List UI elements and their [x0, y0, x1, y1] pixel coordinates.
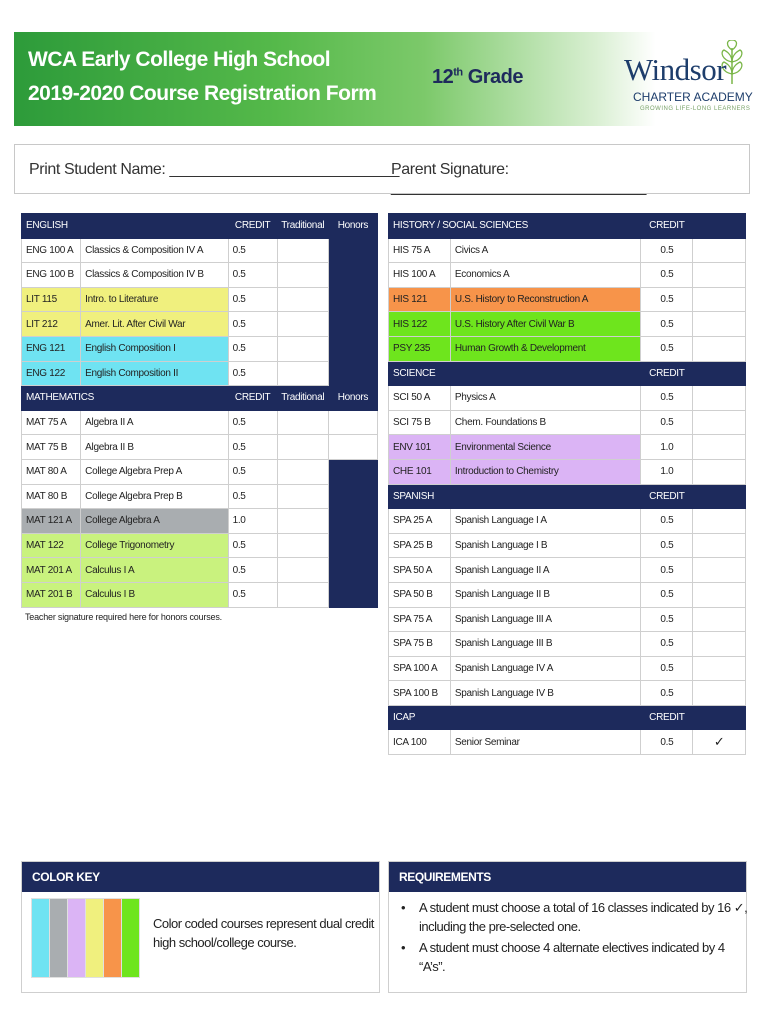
table-row — [389, 607, 746, 632]
course-code: ENG 122 — [22, 361, 81, 386]
course-credit: 0.5 — [228, 238, 277, 263]
color-key-title: COLOR KEY — [22, 862, 379, 892]
course-credit: 0.5 — [228, 336, 277, 361]
traditional-cell[interactable] — [277, 336, 328, 361]
table-row — [389, 681, 746, 706]
color-key-text: Color coded courses represent dual credit high school/college course. — [153, 916, 374, 950]
course-name: College Algebra A — [81, 509, 228, 534]
course-name: College Algebra Prep A — [81, 459, 228, 484]
math-header-row — [22, 386, 378, 411]
course-code: SCI 75 B — [389, 410, 451, 435]
course-credit: 0.5 — [228, 558, 277, 583]
course-name: Classics & Composition IV B — [81, 263, 228, 288]
select-cell[interactable] — [693, 607, 746, 632]
color-swatch-orange — [103, 898, 122, 978]
select-cell[interactable] — [693, 287, 746, 312]
course-code: MAT 201 A — [22, 558, 81, 583]
course-credit: 0.5 — [641, 263, 693, 288]
course-code: SPA 75 B — [389, 632, 451, 657]
course-code: MAT 80 A — [22, 459, 81, 484]
select-cell[interactable] — [693, 509, 746, 534]
course-credit: 0.5 — [228, 410, 277, 435]
course-code: HIS 100 A — [389, 263, 451, 288]
select-cell[interactable] — [693, 312, 746, 337]
traditional-cell[interactable] — [277, 533, 328, 558]
course-credit: 0.5 — [228, 361, 277, 386]
course-name: Senior Seminar — [450, 730, 641, 755]
course-name: Spanish Language III A — [450, 607, 641, 632]
course-code: MAT 75 B — [22, 435, 81, 460]
course-credit: 0.5 — [228, 312, 277, 337]
course-credit: 0.5 — [641, 312, 693, 337]
honors-cell[interactable] — [328, 435, 377, 460]
select-cell[interactable] — [693, 410, 746, 435]
logo-wordmark: Windsor — [624, 52, 727, 87]
course-name: Introduction to Chemistry — [450, 459, 641, 484]
course-credit: 0.5 — [641, 632, 693, 657]
honors-cell[interactable] — [328, 238, 377, 263]
course-credit: 0.5 — [641, 533, 693, 558]
science-header: SCIENCE — [389, 361, 641, 386]
course-name: Algebra II B — [81, 435, 228, 460]
table-row — [389, 656, 746, 681]
credit-header: CREDIT — [228, 214, 277, 239]
course-credit: 0.5 — [641, 582, 693, 607]
honors-cell[interactable] — [328, 410, 377, 435]
traditional-cell[interactable] — [277, 287, 328, 312]
select-cell[interactable] — [693, 533, 746, 558]
credit-header: CREDIT — [641, 214, 693, 239]
honors-cell[interactable] — [328, 558, 377, 583]
course-credit: 0.5 — [641, 681, 693, 706]
table-row — [22, 336, 378, 361]
history-header: HISTORY / SOCIAL SCIENCES — [389, 214, 641, 239]
course-credit: 0.5 — [641, 287, 693, 312]
traditional-cell[interactable] — [277, 558, 328, 583]
honors-note: Teacher signature required here for honors courses. — [25, 612, 222, 622]
honors-header: Honors — [328, 214, 377, 239]
table-row — [389, 336, 746, 361]
course-code: MAT 201 B — [22, 582, 81, 607]
table-row — [389, 312, 746, 337]
history-header-row — [389, 214, 746, 239]
select-cell[interactable] — [693, 656, 746, 681]
course-code: ENG 100 A — [22, 238, 81, 263]
select-cell[interactable] — [693, 263, 746, 288]
traditional-header: Traditional — [277, 386, 328, 411]
select-cell[interactable] — [693, 681, 746, 706]
course-code: ENG 121 — [22, 336, 81, 361]
course-code: CHE 101 — [389, 459, 451, 484]
course-credit: 0.5 — [641, 238, 693, 263]
credit-header: CREDIT — [641, 705, 693, 730]
table-row — [22, 287, 378, 312]
select-cell[interactable] — [693, 435, 746, 460]
course-credit: 0.5 — [641, 410, 693, 435]
course-credit: 0.5 — [641, 558, 693, 583]
course-name: Chem. Foundations B — [450, 410, 641, 435]
color-key-box — [21, 861, 380, 993]
course-credit: 1.0 — [641, 435, 693, 460]
course-code: SPA 100 B — [389, 681, 451, 706]
course-code: SPA 50 A — [389, 558, 451, 583]
table-row — [22, 263, 378, 288]
traditional-cell[interactable] — [277, 238, 328, 263]
table-row — [389, 435, 746, 460]
course-name: English Composition I — [81, 336, 228, 361]
grade-label: 12th Grade — [432, 66, 524, 88]
course-credit: 0.5 — [228, 263, 277, 288]
honors-cell[interactable] — [328, 582, 377, 607]
checkmark-icon[interactable]: ✓ — [693, 730, 746, 755]
right-course-table — [388, 213, 746, 755]
table-row — [22, 533, 378, 558]
course-code: MAT 75 A — [22, 410, 81, 435]
course-credit: 0.5 — [228, 435, 277, 460]
course-name: Spanish Language III B — [450, 632, 641, 657]
table-row — [22, 238, 378, 263]
course-code: ICA 100 — [389, 730, 451, 755]
traditional-cell[interactable] — [277, 312, 328, 337]
table-row — [22, 558, 378, 583]
traditional-header: Traditional — [277, 214, 328, 239]
course-name: Human Growth & Development — [450, 336, 641, 361]
student-name-field[interactable]: Print Student Name: ___________________________ — [29, 161, 399, 178]
english-header: ENGLISH — [22, 214, 229, 239]
select-cell[interactable] — [693, 582, 746, 607]
table-row — [22, 312, 378, 337]
honors-cell[interactable] — [328, 533, 377, 558]
traditional-cell[interactable] — [277, 410, 328, 435]
color-swatch-cyan — [31, 898, 50, 978]
course-name: Spanish Language II A — [450, 558, 641, 583]
logo-tagline: GROWING LIFE-LONG LEARNERS — [640, 106, 751, 112]
course-code: SPA 75 A — [389, 607, 451, 632]
credit-header: CREDIT — [641, 361, 693, 386]
select-header — [693, 361, 746, 386]
course-name: U.S. History After Civil War B — [450, 312, 641, 337]
table-row — [389, 632, 746, 657]
course-code: MAT 121 A — [22, 509, 81, 534]
requirements-box — [388, 861, 747, 993]
course-name: Amer. Lit. After Civil War — [81, 312, 228, 337]
select-header — [693, 484, 746, 509]
traditional-cell[interactable] — [277, 484, 328, 509]
table-row — [22, 459, 378, 484]
course-credit: 0.5 — [641, 607, 693, 632]
course-credit: 0.5 — [641, 336, 693, 361]
course-name: Spanish Language I B — [450, 533, 641, 558]
course-name: College Algebra Prep B — [81, 484, 228, 509]
table-row — [389, 263, 746, 288]
table-row — [389, 459, 746, 484]
left-course-table — [21, 213, 378, 608]
course-credit: 0.5 — [228, 533, 277, 558]
course-code: PSY 235 — [389, 336, 451, 361]
course-credit: 0.5 — [228, 582, 277, 607]
select-cell[interactable] — [693, 238, 746, 263]
honors-cell[interactable] — [328, 484, 377, 509]
color-swatch-yellow — [85, 898, 104, 978]
icap-header: ICAP — [389, 705, 641, 730]
table-row — [389, 533, 746, 558]
honors-cell[interactable] — [328, 361, 377, 386]
course-name: English Composition II — [81, 361, 228, 386]
traditional-cell[interactable] — [277, 361, 328, 386]
honors-cell[interactable] — [328, 459, 377, 484]
course-name: Calculus I A — [81, 558, 228, 583]
color-swatch-lavender — [67, 898, 86, 978]
course-code: SPA 25 A — [389, 509, 451, 534]
course-credit: 1.0 — [228, 509, 277, 534]
math-header: MATHEMATICS — [22, 386, 229, 411]
select-cell[interactable] — [693, 558, 746, 583]
course-credit: 0.5 — [228, 484, 277, 509]
icap-header-row — [389, 705, 746, 730]
honors-cell[interactable] — [328, 287, 377, 312]
course-name: Algebra II A — [81, 410, 228, 435]
parent-signature-field[interactable]: Parent Signature: ______________________________ — [391, 161, 646, 196]
table-row — [389, 730, 746, 755]
course-name: Civics A — [450, 238, 641, 263]
course-code: HIS 75 A — [389, 238, 451, 263]
honors-header: Honors — [328, 386, 377, 411]
table-row — [22, 582, 378, 607]
table-row — [389, 582, 746, 607]
course-name: Physics A — [450, 386, 641, 411]
course-code: LIT 212 — [22, 312, 81, 337]
course-name: Classics & Composition IV A — [81, 238, 228, 263]
select-cell[interactable] — [693, 386, 746, 411]
form-title: 2019-2020 Course Registration Form — [28, 82, 377, 105]
traditional-cell[interactable] — [277, 459, 328, 484]
table-row — [389, 287, 746, 312]
table-row — [22, 484, 378, 509]
select-cell[interactable] — [693, 336, 746, 361]
select-header — [693, 705, 746, 730]
course-name: Calculus I B — [81, 582, 228, 607]
table-row — [389, 238, 746, 263]
traditional-cell[interactable] — [277, 435, 328, 460]
table-row — [22, 435, 378, 460]
table-row — [22, 509, 378, 534]
spanish-header: SPANISH — [389, 484, 641, 509]
spanish-header-row — [389, 484, 746, 509]
course-credit: 1.0 — [641, 459, 693, 484]
course-credit: 0.5 — [228, 287, 277, 312]
course-code: LIT 115 — [22, 287, 81, 312]
course-name: Spanish Language IV B — [450, 681, 641, 706]
course-code: ENV 101 — [389, 435, 451, 460]
school-title: WCA Early College High School — [28, 48, 331, 71]
logo-subtitle: CHARTER ACADEMY — [633, 90, 753, 104]
requirement-item: • A student must choose 4 alternate electives indicated by 4 “A’s”. — [389, 938, 749, 976]
course-credit: 0.5 — [641, 730, 693, 755]
course-name: U.S. History to Reconstruction A — [450, 287, 641, 312]
course-code: MAT 80 B — [22, 484, 81, 509]
course-credit: 0.5 — [641, 656, 693, 681]
traditional-cell[interactable] — [277, 582, 328, 607]
color-swatch-green — [121, 898, 140, 978]
course-name: Economics A — [450, 263, 641, 288]
traditional-cell[interactable] — [277, 263, 328, 288]
course-credit: 0.5 — [641, 509, 693, 534]
credit-header: CREDIT — [641, 484, 693, 509]
course-code: HIS 121 — [389, 287, 451, 312]
course-code: SPA 25 B — [389, 533, 451, 558]
table-row — [389, 386, 746, 411]
course-code: MAT 122 — [22, 533, 81, 558]
select-cell[interactable] — [693, 632, 746, 657]
course-code: ENG 100 B — [22, 263, 81, 288]
traditional-cell[interactable] — [277, 509, 328, 534]
course-name: Spanish Language IV A — [450, 656, 641, 681]
table-row — [22, 361, 378, 386]
course-credit: 0.5 — [228, 459, 277, 484]
honors-cell[interactable] — [328, 509, 377, 534]
select-cell[interactable] — [693, 459, 746, 484]
course-name: Environmental Science — [450, 435, 641, 460]
table-row — [389, 558, 746, 583]
color-swatch-gray — [49, 898, 68, 978]
honors-cell[interactable] — [328, 312, 377, 337]
name-signature-box — [14, 144, 750, 194]
credit-header: CREDIT — [228, 386, 277, 411]
course-code: HIS 122 — [389, 312, 451, 337]
science-header-row — [389, 361, 746, 386]
select-header — [693, 214, 746, 239]
requirements-title: REQUIREMENTS — [389, 862, 746, 892]
course-code: SPA 100 A — [389, 656, 451, 681]
course-name: Spanish Language II B — [450, 582, 641, 607]
course-name: Intro. to Literature — [81, 287, 228, 312]
course-credit: 0.5 — [641, 386, 693, 411]
requirements-list — [389, 898, 749, 978]
course-code: SCI 50 A — [389, 386, 451, 411]
english-header-row — [22, 214, 378, 239]
requirement-item: • A student must choose a total of 16 classes indicated by 16 ✓, including the pre-selected one. — [389, 898, 749, 936]
honors-cell[interactable] — [328, 336, 377, 361]
table-row — [22, 410, 378, 435]
honors-cell[interactable] — [328, 263, 377, 288]
table-row — [389, 410, 746, 435]
course-name: College Trigonometry — [81, 533, 228, 558]
table-row — [389, 509, 746, 534]
course-name: Spanish Language I A — [450, 509, 641, 534]
course-code: SPA 50 B — [389, 582, 451, 607]
